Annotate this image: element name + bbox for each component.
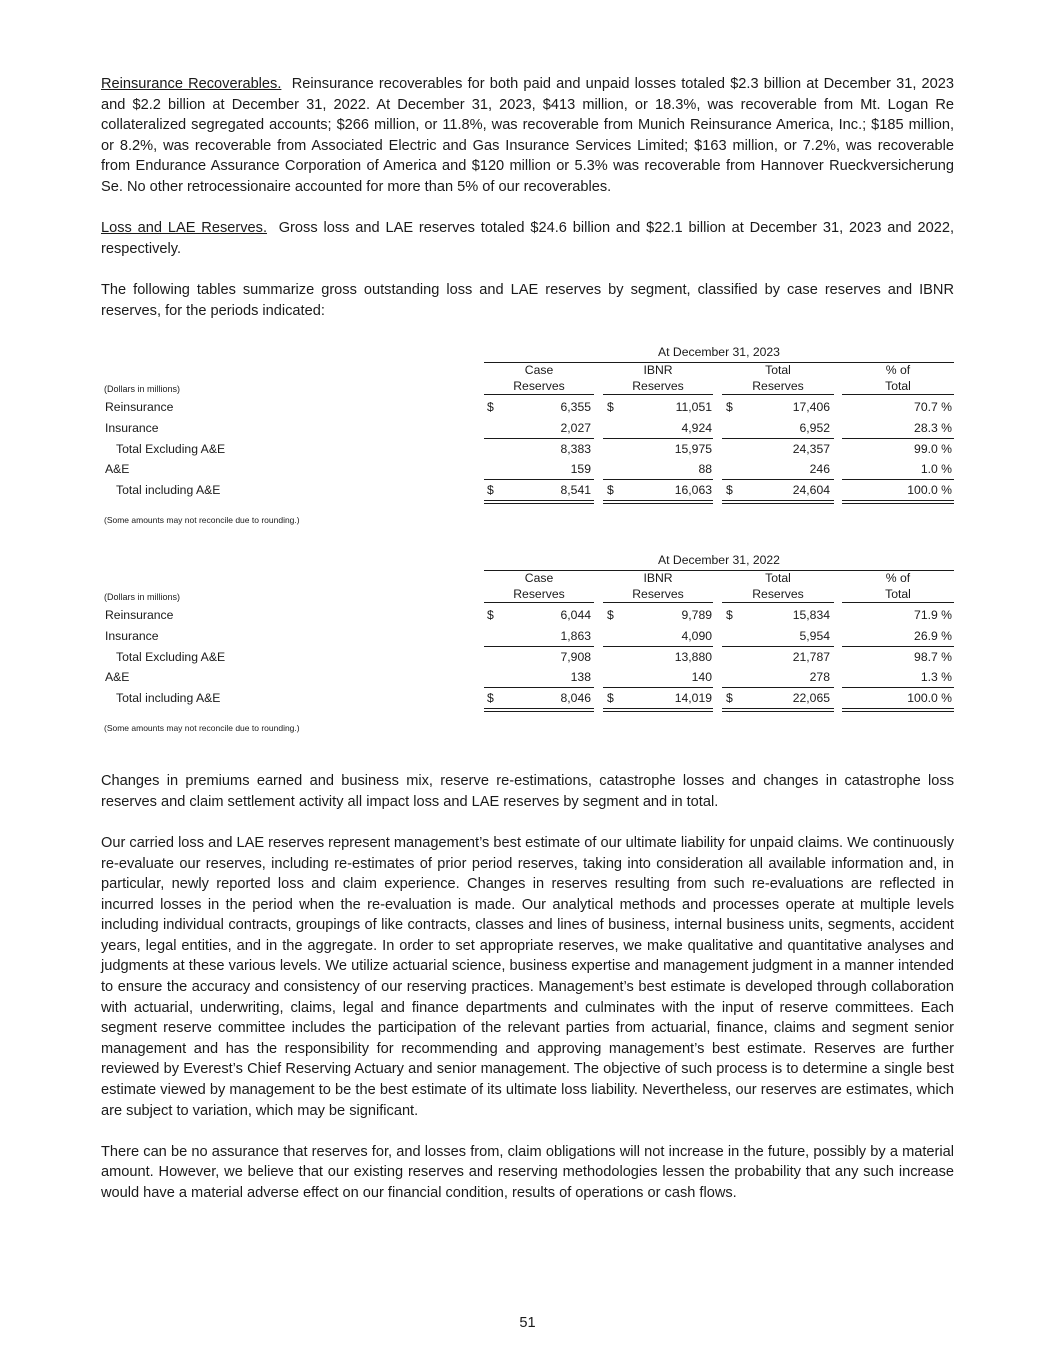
col-header-ibnr: IBNR Reserves — [603, 570, 713, 603]
cell-total: 24,357 — [792, 442, 830, 457]
cell-pct: 71.9 % — [914, 608, 952, 623]
cell-case: 7,908 — [560, 650, 591, 665]
rounding-note: (Some amounts may not reconcile due to rounding.) — [104, 723, 300, 734]
currency-symbol: $ — [487, 691, 494, 706]
cell-ibnr: 4,924 — [681, 421, 712, 436]
currency-symbol: $ — [726, 691, 733, 706]
cell-case: 8,541 — [560, 483, 591, 498]
col-header-pct: % of Total — [842, 362, 954, 395]
col-header-pct: % of Total — [842, 570, 954, 603]
cell-case: 2,027 — [560, 421, 591, 436]
cell-pct: 1.0 % — [920, 462, 952, 477]
row-label: Reinsurance — [105, 608, 174, 623]
cell-total: 24,604 — [792, 483, 830, 498]
cell-total: 15,834 — [792, 608, 830, 623]
cell-pct: 26.9 % — [914, 629, 952, 644]
row-label: A&E — [105, 670, 130, 685]
table-row — [101, 439, 954, 460]
cell-case: 8,383 — [560, 442, 591, 457]
cell-ibnr: 13,880 — [674, 650, 712, 665]
section-heading-reinsurance-recoverables: Reinsurance Recoverables. — [101, 76, 282, 92]
row-label: Insurance — [105, 629, 159, 644]
paragraph-tables-intro: The following tables summarize gross outstanding loss and LAE reserves by segment, classified by case reserves and IBNR reserves, for the periods indicated: — [101, 281, 954, 319]
table-row — [101, 605, 954, 626]
page-number: 51 — [519, 1315, 536, 1331]
table-row — [101, 647, 954, 668]
paragraph-no-assurance: There can be no assurance that reserves for, and losses from, claim obligations will not increase in the future, possibly by a material amount. However, we believe that our existing reserves and reserving methodologies lessen the probability that any such increase would have a material adverse effect on our financial condition, results of operations or cash flows. — [101, 1143, 954, 1201]
cell-total: 21,787 — [792, 650, 830, 665]
table-period-header: At December 31, 2023 — [484, 345, 954, 363]
currency-symbol: $ — [487, 400, 494, 415]
table-units: (Dollars in millions) — [104, 592, 181, 603]
row-label: Total including A&E — [116, 691, 221, 706]
currency-symbol: $ — [607, 691, 614, 706]
cell-total: 22,065 — [792, 691, 830, 706]
cell-ibnr: 15,975 — [674, 442, 712, 457]
table-row — [101, 480, 954, 501]
cell-pct: 100.0 % — [907, 483, 952, 498]
currency-symbol: $ — [487, 608, 494, 623]
row-label: Insurance — [105, 421, 159, 436]
cell-case: 8,046 — [560, 691, 591, 706]
table-row — [101, 397, 954, 418]
currency-symbol: $ — [607, 483, 614, 498]
table-row — [101, 418, 954, 439]
cell-total: 246 — [809, 462, 830, 477]
cell-total: 17,406 — [792, 400, 830, 415]
cell-case: 6,044 — [560, 608, 591, 623]
paragraph-reinsurance-recoverables — [101, 74, 954, 198]
paragraph-carried-reserves: Our carried loss and LAE reserves represent management’s best estimate of our ultimate liability for unpaid claims. We continuously re-evaluate our reserves, including re-estimates of prior period reserves, taking into consideration all available information and, in particular, newly reported loss and claim experience. Changes in reserves resulting from such re-evaluations are reflected in incurred losses in the period when the re-evaluation is made. Our analytical methods and processes operate at multiple levels including individual contracts, groupings of like contracts, classes and lines of business, internal business units, segments, accident years, legal entities, and in the aggregate. In order to set appropriate reserves, we make qualitative and quantitative analyses and judgments at these various levels. We utilize actuarial science, business expertise and management judgment in a manner intended to ensure the accuracy and consistency of our reserving practices. Management’s best estimate is developed through collaboration with actuarial, underwriting, claims, legal and finance departments and culminates with the input of reserve committees. Each segment reserve committee includes the participation of the relevant parties from actuarial, finance, claims and segment senior management and has the responsibility for recommending and approving management’s best estimate. Reserves are further reviewed by Everest’s Chief Reserving Actuary and senior management. The objective of such process is to determine a single best estimate viewed by management to be the best estimate of its ultimate loss liability. Nevertheless, our reserves are estimates, which are subject to variation, which may be significant. — [101, 834, 954, 1119]
reserves-table-2023 — [101, 345, 954, 553]
row-label: Total Excluding A&E — [116, 442, 226, 457]
col-header-case: Case Reserves — [484, 570, 594, 603]
cell-ibnr: 88 — [698, 462, 712, 477]
row-label: A&E — [105, 462, 130, 477]
cell-total: 278 — [809, 670, 830, 685]
table-row — [101, 626, 954, 647]
cell-ibnr: 14,019 — [674, 691, 712, 706]
cell-total: 6,952 — [799, 421, 830, 436]
table-row — [101, 459, 954, 480]
cell-pct: 100.0 % — [907, 691, 952, 706]
paragraph-body: Reinsurance recoverables for both paid and unpaid losses totaled $2.3 billion at December 31, 2023 and $2.2 billion at December 31, 2022. At December 31, 2023, $413 million, or 18.3%, was recoverable from Mt. Logan Re collateralized segregated accounts; $266 million, or 11.8%, was recoverable from Munich Reinsurance America, Inc.; $185 million, or 8.2%, was recoverable from Associated Electric and Gas Insurance Services Limited; $163 million, or 7.2%, was recoverable from Endurance Assurance Corporation of America and $120 million or 5.3% was recoverable from Hannover Rueckversicherung Se. No other retrocessionaire accounted for more than 5% of our recoverables. — [101, 76, 955, 195]
currency-symbol: $ — [726, 608, 733, 623]
cell-pct: 99.0 % — [914, 442, 952, 457]
cell-total: 5,954 — [799, 629, 830, 644]
currency-symbol: $ — [607, 608, 614, 623]
section-heading-loss-lae-reserves: Loss and LAE Reserves. — [101, 220, 267, 237]
cell-pct: 70.7 % — [914, 400, 952, 415]
cell-case: 1,863 — [560, 629, 591, 644]
table-units: (Dollars in millions) — [104, 384, 181, 395]
cell-case: 6,355 — [560, 400, 591, 415]
cell-pct: 98.7 % — [914, 650, 952, 665]
cell-ibnr: 16,063 — [674, 483, 712, 498]
paragraph-changes: Changes in premiums earned and business mix, reserve re-estimations, catastrophe losses and changes in catastrophe loss reserves and claim settlement activity all impact loss and LAE reserves by segment and in total. — [101, 773, 954, 810]
currency-symbol: $ — [607, 400, 614, 415]
currency-symbol: $ — [726, 400, 733, 415]
page-content — [101, 74, 954, 1204]
table-row — [101, 667, 954, 688]
paragraph-body: Gross loss and LAE reserves totaled $24.6 billion and $22.1 billion at December 31, 2023 and 2022, respectively. — [101, 220, 954, 257]
col-header-total: Total Reserves — [722, 570, 834, 603]
paragraph-loss-lae-reserves — [101, 218, 954, 259]
cell-pct: 28.3 % — [914, 421, 952, 436]
table-period-header: At December 31, 2022 — [484, 553, 954, 571]
cell-ibnr: 4,090 — [681, 629, 712, 644]
cell-ibnr: 11,051 — [675, 400, 712, 415]
table-row — [101, 688, 954, 709]
col-header-case: Case Reserves — [484, 362, 594, 395]
row-label: Total including A&E — [116, 483, 221, 498]
reserves-table-2022 — [101, 553, 954, 761]
cell-pct: 1.3 % — [920, 670, 952, 685]
cell-ibnr: 140 — [691, 670, 712, 685]
cell-ibnr: 9,789 — [681, 608, 712, 623]
currency-symbol: $ — [726, 483, 733, 498]
cell-case: 138 — [570, 670, 591, 685]
col-header-total: Total Reserves — [722, 362, 834, 395]
rounding-note: (Some amounts may not reconcile due to rounding.) — [104, 515, 300, 526]
row-label: Reinsurance — [105, 400, 174, 415]
cell-case: 159 — [570, 462, 591, 477]
row-label: Total Excluding A&E — [116, 650, 226, 665]
col-header-ibnr: IBNR Reserves — [603, 362, 713, 395]
currency-symbol: $ — [487, 483, 494, 498]
